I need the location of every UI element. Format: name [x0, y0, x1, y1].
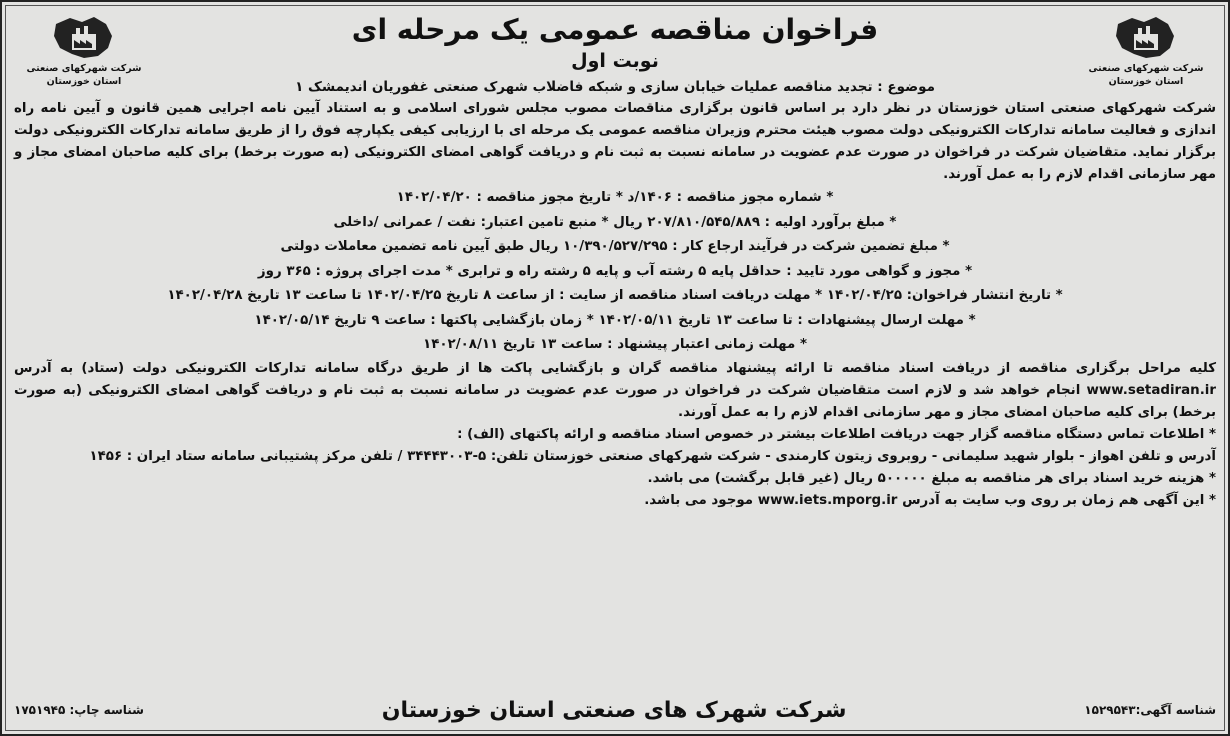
website-text-end: موجود می باشد.: [644, 492, 754, 508]
detail-item: * مجوز و گواهی مورد تایید : حداقل پایه ۵ رشته آب و پایه ۵ رشته راه و ترابری * مدت اجرای پروژه : ۳۶۵ روز: [257, 263, 973, 279]
fee-line: * هزینه خرید اسناد برای هر مناقصه به مبلغ ۵۰۰۰۰۰ ریال (غیر قابل برگشت) می باشد.: [647, 470, 1216, 486]
website-line: [2, 490, 1228, 512]
iran-map-factory-icon: [48, 14, 120, 62]
process-paragraph: [2, 358, 1228, 424]
detail-item: * تاریخ انتشار فراخوان: ۱۴۰۲/۰۴/۲۵ * مهلت دریافت اسناد مناقصه از سایت : از ساعت ۸ تاریخ ۱۴۰۲/۰۴/۲۵ تا ساعت ۱۳ تاریخ ۱۴۰۲/۰۴/۲۸: [167, 288, 1063, 303]
iets-link[interactable]: www.iets.mporg.ir: [757, 492, 898, 508]
logo-caption-line2: استان خوزستان: [46, 76, 122, 87]
footer-company-name: شرکت شهرک های صنعتی استان خوزستان: [381, 697, 847, 723]
intro-paragraph: شرکت شهرکهای صنعتی استان خوزستان در نظر دارد بر اساس قانون برگزاری مناقصات مصوب مجلس شورای اسلامی و به استناد آیین نامه اجرایی همین قانون و آیین نامه راه اندازی و فعالیت سامانه تدارکات الکترونیکی دولت مصوب هیئت محترم وزیران مناقصه عمومی یک مرحله ای با ارزیابی کیفی یکپارچه فوق را از طریق سامانه تدارکات الکترونیکی دولت برگزار نماید. متقاضیان شرکت در فراخوان در صورت عدم عضویت در سامانه نسبت به ثبت نام و دریافت گواهی امضای الکترونیکی (به صورت برخط) برای کلیه صاحبان امضای مجاز و مهر سازمانی اقدام لازم را به عمل آورند.: [14, 101, 1216, 182]
address-paragraph: آدرس و تلفن اهواز - بلوار شهید سلیمانی - روبروی زیتون کارمندی - شرکت شهرکهای صنعتی خوزستان تلفن: ۵-۳۴۴۴۳۰۰۳ / تلفن مرکز پشتیبانی سامانه ستاد ایران : ۱۴۵۶: [89, 448, 1216, 464]
logo-caption-line1: شرکت شهرکهای صنعتی: [26, 63, 142, 74]
print-id: شناسه چاپ: ۱۷۵۱۹۴۵: [14, 703, 144, 717]
iran-map-factory-icon: [1110, 14, 1182, 62]
detail-item: * مبلغ برآورد اولیه : ۲۰۷/۸۱۰/۵۴۵/۸۸۹ ریال * منبع تامین اعتبار: نفت / عمرانی /داخلی: [333, 214, 897, 230]
tender-details: [2, 186, 1228, 358]
notice-round: نوبت اول: [571, 50, 659, 72]
detail-item: * مهلت ارسال پیشنهادات : تا ساعت ۱۳ تاریخ ۱۴۰۲/۰۵/۱۱ * زمان بازگشایی پاکتها : ساعت ۹ تاریخ ۱۴۰۲/۰۵/۱۴: [254, 312, 976, 328]
notice-footer: [14, 694, 1216, 726]
contact-heading: * اطلاعات تماس دستگاه مناقصه گزار جهت دریافت اطلاعات بیشتر در خصوص اسناد مناقصه و ارائه پاکتهای (الف) :: [457, 426, 1216, 442]
logo-caption-line2: استان خوزستان: [1108, 76, 1184, 87]
company-logo-left: [24, 14, 144, 88]
company-logo-right: [1086, 14, 1206, 88]
detail-item: * شماره مجوز مناقصه : ۱۴۰۶/د * تاریخ مجوز مناقصه : ۱۴۰۲/۰۴/۲۰: [396, 190, 834, 205]
logo-caption-line1: شرکت شهرکهای صنعتی: [1088, 63, 1204, 74]
website-text-start: * این آگهی هم زمان بر روی وب سایت به آدرس: [902, 492, 1216, 508]
detail-item: * مهلت زمانی اعتبار پیشنهاد : ساعت ۱۳ تاریخ ۱۴۰۲/۰۸/۱۱: [423, 337, 807, 352]
setad-link[interactable]: www.setadiran.ir: [1086, 382, 1216, 398]
process-text-start: کلیه مراحل برگزاری مناقصه از دریافت اسناد مناقصه تا ارائه پیشنهاد مناقصه گران و بازگشایی پاکت ها از طریق درگاه سامانه تدارکات الکترونیکی دولت (ستاد) به آدرس: [14, 360, 1216, 376]
notice-title: فراخوان مناقصه عمومی یک مرحله ای: [351, 13, 879, 46]
notice-subject: موضوع : تجدید مناقصه عملیات خیابان سازی و شبکه فاضلاب شهرک صنعتی غفوریان اندیمشک ۱: [295, 79, 935, 95]
ad-id: شناسه آگهی:۱۵۲۹۵۴۳: [1084, 703, 1216, 717]
detail-item: * مبلغ تضمین شرکت در فرآیند ارجاع کار : ۱۰/۳۹۰/۵۲۷/۲۹۵ ریال طبق آیین نامه تضمین معاملات دولتی: [280, 239, 950, 254]
process-text-end: انجام خواهد شد و لازم است متقاضیان شرکت در فراخوان در صورت عدم عضویت در سامانه نسبت به ثبت نام و دریافت گواهی امضای الکترونیکی (به صورت برخط) برای کلیه صاحبان امضای مجاز و مهر سازمانی اقدام لازم را به عمل آورند.: [14, 382, 1216, 420]
